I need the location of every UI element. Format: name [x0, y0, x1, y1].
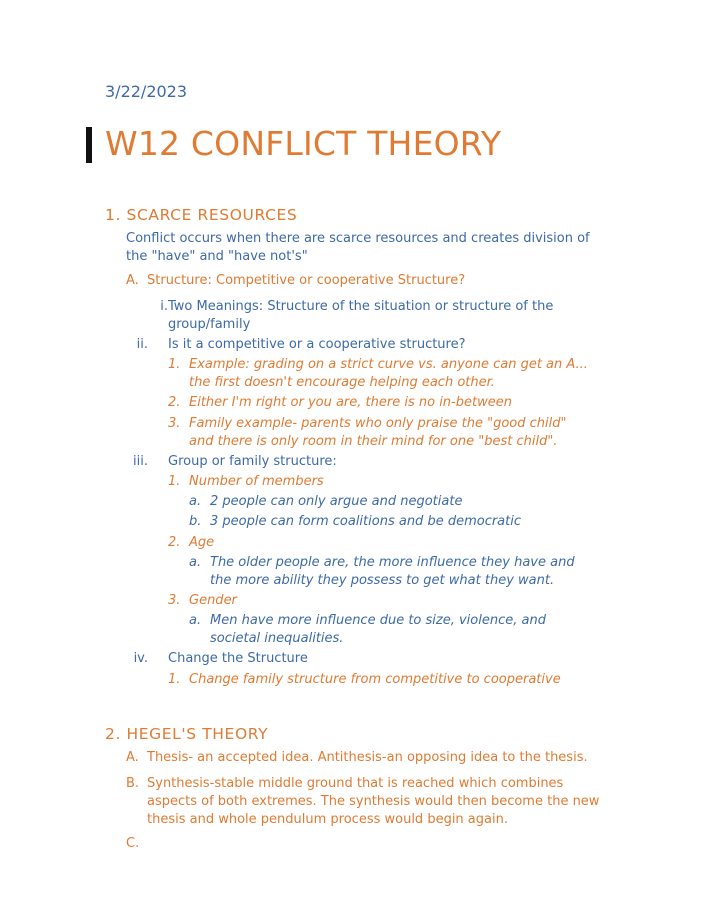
list-marker: C. [126, 836, 140, 851]
list-marker: ii. [136, 337, 148, 352]
list-marker: a. [189, 494, 202, 509]
list-item-ii-2 [168, 394, 512, 412]
note-date: 3/22/2023 [105, 82, 188, 101]
list-item-iii-1 [168, 473, 324, 491]
list-item-text: Synthesis-stable middle ground that is reached which combines aspects of both extremes. The synthesis would then become the new thesis and whole pendulum process would begin again. [147, 776, 600, 827]
list-item-text: Number of members [189, 474, 324, 489]
section-heading-hegels-theory: 2. HEGEL'S THEORY [105, 725, 269, 743]
list-marker: a. [189, 555, 202, 570]
list-item-text: Change family structure from competitive to cooperative [189, 672, 561, 687]
list-item-text: Is it a competitive or a cooperative structure? [168, 337, 466, 352]
title-cursor-bar [86, 127, 92, 163]
list-marker: A. [126, 750, 139, 765]
list-item-ii [126, 336, 466, 354]
section-heading-scarce-resources: 1. SCARCE RESOURCES [105, 206, 298, 224]
list-item-text: The older people are, the more influence they have and the more ability they possess to get what they want. [210, 555, 575, 588]
page-title: W12 CONFLICT THEORY [105, 124, 502, 163]
list-item-text: 2 people can only argue and negotiate [210, 494, 463, 509]
list-marker: 2. [168, 395, 181, 410]
list-item-iii-3 [168, 592, 237, 610]
list-item-ii-1 [168, 356, 608, 392]
list-item-text: Change the Structure [168, 651, 308, 666]
list-item-a [126, 749, 588, 767]
list-marker: a. [189, 613, 202, 628]
list-item-ii-3 [168, 415, 588, 451]
list-item-b [126, 775, 606, 829]
list-marker: 1. [168, 357, 181, 372]
list-item-i [126, 298, 566, 334]
list-item-iii [126, 453, 337, 471]
list-item-text: 3 people can form coalitions and be democratic [210, 514, 522, 529]
list-marker: b. [189, 514, 202, 529]
list-marker: A. [126, 273, 139, 288]
list-marker: B. [126, 776, 140, 791]
list-item-text: Structure: Competitive or cooperative Structure? [147, 273, 466, 288]
list-item-text: Age [189, 535, 215, 550]
list-item-iii-1-a [189, 493, 462, 511]
list-item-text: Either I'm right or you are, there is no in-between [189, 395, 512, 410]
list-item-iv [126, 650, 308, 668]
list-item-text: Family example- parents who only praise the "good child" and there is only room in their mind for one "best child". [189, 416, 567, 449]
list-item-text: Thesis- an accepted idea. Antithesis-an opposing idea to the thesis. [147, 750, 588, 765]
list-marker: i. [160, 299, 168, 314]
list-item-iii-2-a [189, 554, 599, 590]
list-marker: 1. [168, 672, 181, 687]
list-marker: 2. [168, 535, 181, 550]
list-item-iii-1-b [189, 513, 521, 531]
list-item-iv-1 [168, 671, 561, 689]
list-item-c[interactable] [126, 835, 147, 853]
list-item-iii-2 [168, 534, 214, 552]
list-marker: iv. [133, 651, 148, 666]
list-item-text: Group or family structure: [168, 454, 337, 469]
list-item-text: Example: grading on a strict curve vs. anyone can get an A... the first doesn't encourage helping each other. [189, 357, 588, 390]
list-marker: 1. [168, 474, 181, 489]
list-item-text: Men have more influence due to size, violence, and societal inequalities. [210, 613, 546, 646]
section1-intro: Conflict occurs when there are scarce resources and creates division of the "have" and "have not's" [126, 231, 590, 264]
list-marker: 3. [168, 593, 181, 608]
list-item-a [126, 272, 465, 290]
list-item-text: Gender [189, 593, 237, 608]
list-item-iii-3-a [189, 612, 569, 648]
list-marker: iii. [133, 454, 148, 469]
list-marker: 3. [168, 416, 181, 431]
list-item-text: Two Meanings: Structure of the situation or structure of the group/family [168, 299, 554, 332]
